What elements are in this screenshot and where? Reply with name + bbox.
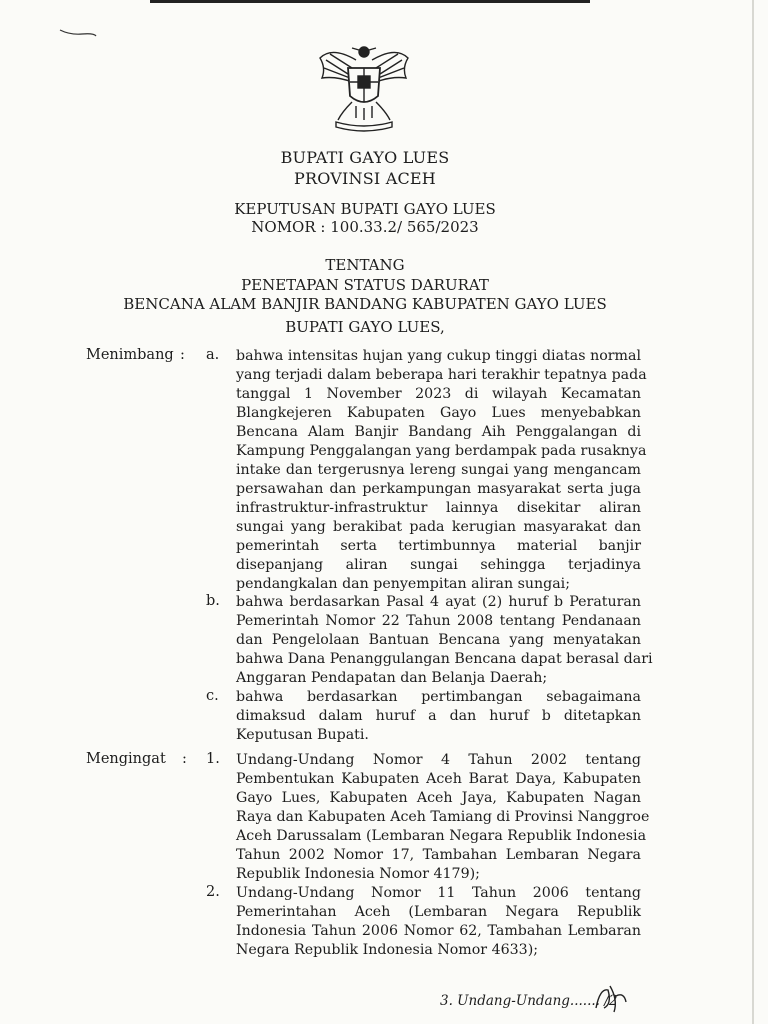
- text-line: Pembentukan Kabupaten Aceh Barat Daya, Kabupaten: [236, 771, 641, 787]
- text-line: infrastruktur-infrastruktur lainnya disekitar aliran: [236, 500, 641, 516]
- text-line: Indonesia Tahun 2006 Nomor 62, Tambahan Lembaran: [236, 923, 641, 939]
- text-line: bahwa intensitas hujan yang cukup tinggi diatas normal: [236, 348, 641, 364]
- page-marker: /2: [604, 993, 618, 1009]
- text-line: pemerintah serta tertimbunnya material banjir: [236, 538, 641, 554]
- top-border-line: [150, 0, 590, 3]
- text-line: disepanjang aliran sungai sehingga terjadinya: [236, 557, 641, 573]
- text-line: Pemerintah Nomor 22 Tahun 2008 tentang Pendanaan: [236, 613, 641, 629]
- about-heading: TENTANG: [325, 256, 405, 274]
- page-edge: [752, 0, 754, 1024]
- consideration-c: [236, 688, 641, 745]
- header-regent-title: BUPATI GAYO LUES: [280, 148, 450, 167]
- subject-line-2: BENCANA ALAM BANJIR BANDANG KABUPATEN GAYO LUES: [123, 295, 607, 313]
- item-marker: b.: [206, 593, 220, 609]
- text-line: Negara Republik Indonesia Nomor 4633);: [236, 942, 539, 958]
- text-line: pendangkalan dan penyempitan aliran sungai;: [236, 576, 571, 592]
- text-line: sungai yang berakibat pada kerugian masyarakat dan: [236, 519, 641, 535]
- continuation-text: 3. Undang-Undang.......: [440, 993, 600, 1009]
- item-marker: 1.: [206, 751, 220, 767]
- text-line: Aceh Darussalam (Lembaran Negara Republik Indonesia: [236, 828, 647, 844]
- legal-basis-2: [236, 884, 641, 960]
- text-line: Gayo Lues, Kabupaten Aceh Jaya, Kabupaten Nagan: [236, 790, 641, 806]
- menimbang-colon: :: [180, 347, 185, 363]
- text-line: Undang-Undang Nomor 4 Tahun 2002 tentang: [236, 752, 641, 768]
- legal-basis-1: [236, 751, 650, 884]
- issuer-line: BUPATI GAYO LUES,: [285, 318, 445, 336]
- text-line: Anggaran Pendapatan dan Belanja Daerah;: [236, 670, 548, 686]
- text-line: Undang-Undang Nomor 11 Tahun 2006 tentang: [236, 885, 641, 901]
- text-line: Tahun 2002 Nomor 17, Tambahan Lembaran Negara: [236, 847, 641, 863]
- header-province: PROVINSI ACEH: [294, 169, 436, 188]
- item-marker: c.: [206, 688, 219, 704]
- text-line: persawahan dan perkampungan masyarakat serta juga: [236, 481, 641, 497]
- consideration-b: [236, 593, 653, 688]
- text-line: Blangkejeren Kabupaten Gayo Lues menyebabkan: [236, 405, 641, 421]
- text-line: Bencana Alam Banjir Bandang Aih Penggalangan di: [236, 424, 641, 440]
- decree-title: KEPUTUSAN BUPATI GAYO LUES: [234, 200, 496, 218]
- item-marker: 2.: [206, 884, 220, 900]
- item-marker: a.: [206, 347, 220, 363]
- text-line: Keputusan Bupati.: [236, 727, 369, 743]
- text-line: tanggal 1 November 2023 di wilayah Kecamatan: [236, 386, 641, 402]
- scribble-mark: [58, 26, 98, 38]
- text-line: yang terjadi dalam beberapa hari terakhir tepatnya pada: [236, 367, 647, 383]
- text-line: bahwa berdasarkan pertimbangan sebagaimana: [236, 689, 641, 705]
- text-line: Raya dan Kabupaten Aceh Tamiang di Provinsi Nanggroe: [236, 809, 650, 825]
- text-line: dan Pengelolaan Bantuan Bencana yang menyatakan: [236, 632, 641, 648]
- mengingat-colon: :: [182, 751, 187, 767]
- text-line: bahwa berdasarkan Pasal 4 ayat (2) huruf b Peraturan: [236, 594, 641, 610]
- decree-number: NOMOR : 100.33.2/ 565/2023: [251, 218, 479, 236]
- consideration-a: [236, 347, 647, 594]
- text-line: bahwa Dana Penanggulangan Bencana dapat berasal dari: [236, 651, 653, 667]
- mengingat-label: Mengingat: [86, 751, 166, 767]
- text-line: Pemerintahan Aceh (Lembaran Negara Republik: [236, 904, 641, 920]
- menimbang-label: Menimbang: [86, 347, 174, 363]
- subject-line-1: PENETAPAN STATUS DARURAT: [241, 276, 489, 294]
- handwritten-initial: [590, 982, 640, 1014]
- text-line: Republik Indonesia Nomor 4179);: [236, 866, 480, 882]
- text-line: dimaksud dalam huruf a dan huruf b ditetapkan: [236, 708, 641, 724]
- text-line: Kampung Penggalangan yang berdampak pada rusaknya: [236, 443, 647, 459]
- text-line: intake dan tergerusnya lereng sungai yang mengancam: [236, 462, 641, 478]
- garuda-emblem-icon: [312, 38, 416, 134]
